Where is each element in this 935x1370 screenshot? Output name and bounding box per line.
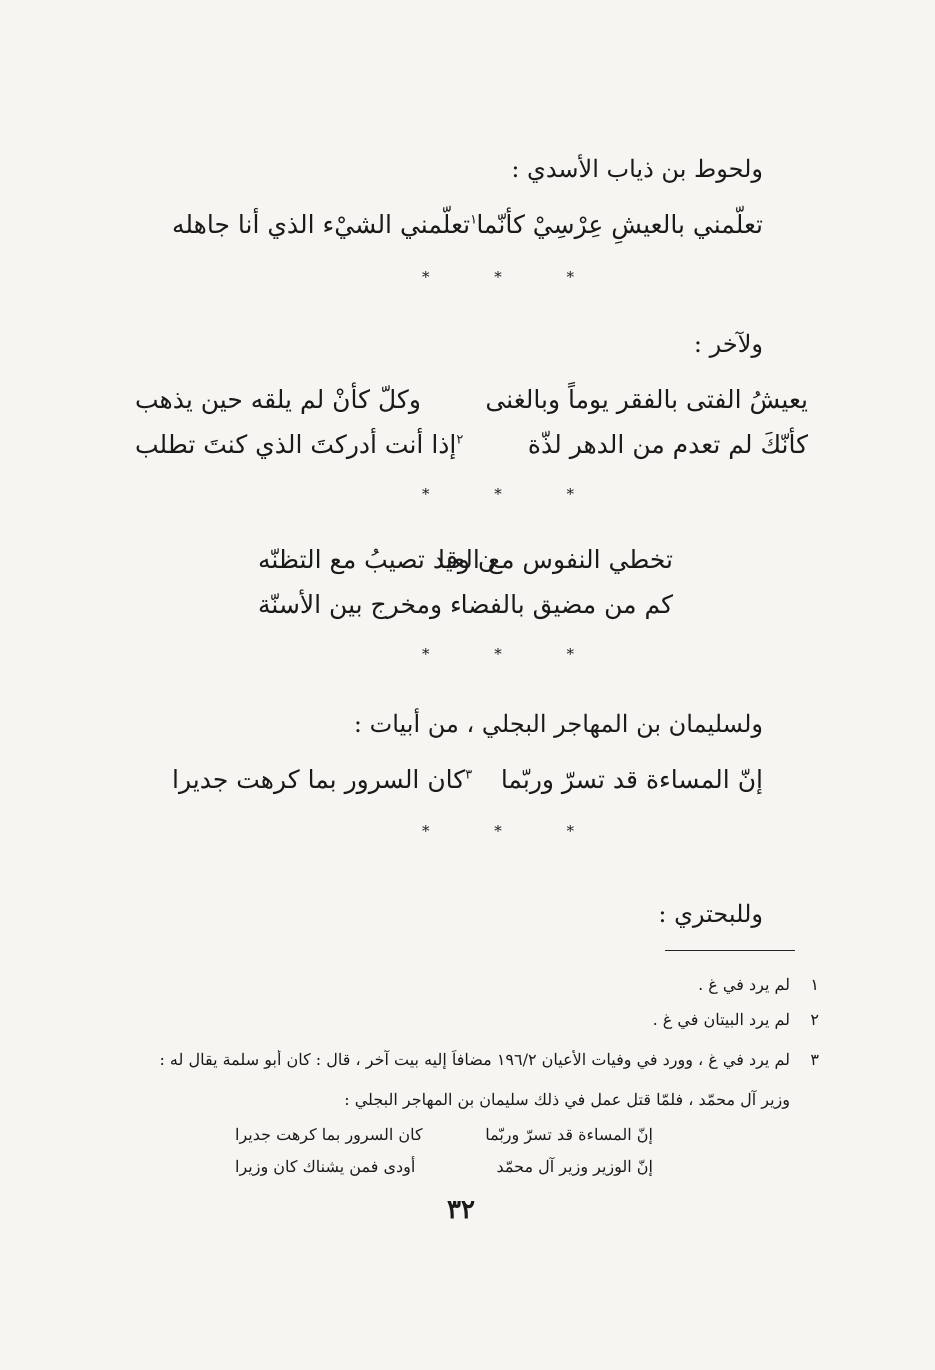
verse-3-left-hemistich: $^٢$إذا أنت أدركتَ الذي كنتَ تطلب [135,430,464,459]
separator-stars-1: * * * [422,268,605,286]
page-number: ٣٢ [447,1195,475,1225]
footnote-rule [665,950,795,951]
footnote-2-number: ٢ [810,1010,819,1029]
verse-5-right-hemistich: كم من مضيق بالفضا [460,590,673,619]
footnote-ref-2: ٢ [456,432,464,448]
verse-6-right-hemistich: إنّ المساءة قد تسرّ وربّما [500,765,763,794]
footnote-verse-1-left: كان السرور بما كرهت جديرا [235,1125,423,1144]
footnote-3-text: لم يرد في غ ، وورد في وفيات الأعيان ١٩٦/٢ مضافاً إليه بيت آخر ، قال : كان أبو سلمة يقال له : [159,1050,790,1069]
section-1-intro: ولحوط بن ذياب الأسدي : [511,155,763,183]
separator-stars-4: * * * [422,822,605,840]
verse-4-left-hemistich: ن وقد تصيبُ مع التظنّه [258,545,497,574]
section-5-intro: وللبحتري : [658,900,763,928]
section-4-intro: ولسليمان بن المهاجر البجلي ، من أبيات : [353,710,763,738]
footnote-verse-1-right: إنّ المساءة قد تسرّ وربّما [485,1125,653,1144]
footnote-3-number: ٣ [810,1050,819,1069]
footnote-1-text: لم يرد في غ . [698,975,790,994]
verse-1-right-hemistich: تعلّمني بالعيشِ عِرْسِيْ كأنّما [476,210,763,239]
section-2-intro: ولآخر : [693,330,763,358]
footnote-verse-2-right: إنّ الوزير وزير آل محمّد [496,1157,653,1176]
footnote-1-number: ١ [810,975,819,994]
verse-5-left-hemistich: ء ومخرج بين الأسنّة [258,590,462,619]
footnote-ref-3: ٣ [465,767,473,783]
footnote-2-text: لم يرد البيتان في غ . [652,1010,790,1029]
verse-2-left-hemistich: وكلّ كأنْ لم يلقه حين يذهب [135,385,421,414]
separator-stars-2: * * * [422,485,605,503]
verse-4-right-hemistich: تخطي النفوس مع العيا [438,545,673,574]
verse-1-left-hemistich: $^١$تعلّمني الشيْء الذي أنا جاهله [172,210,478,239]
footnote-ref-1: ١ [470,212,478,228]
verse-6-left-hemistich: $^٣$كان السرور بما كرهت جديرا [172,765,473,794]
verse-3-right-hemistich: كأنّكَ لم تعدم من الدهر لذّة [527,430,808,459]
separator-stars-3: * * * [422,645,605,663]
footnote-verse-2-left: أودى فمن يشناك كان وزيرا [235,1157,416,1176]
footnote-3-text-continued: وزير آل محمّد ، فلمّا قتل عمل في ذلك سليمان بن المهاجر البجلي : [344,1090,790,1109]
verse-2-right-hemistich: يعيشُ الفتى بالفقر يوماً وبالغنى [485,385,808,414]
